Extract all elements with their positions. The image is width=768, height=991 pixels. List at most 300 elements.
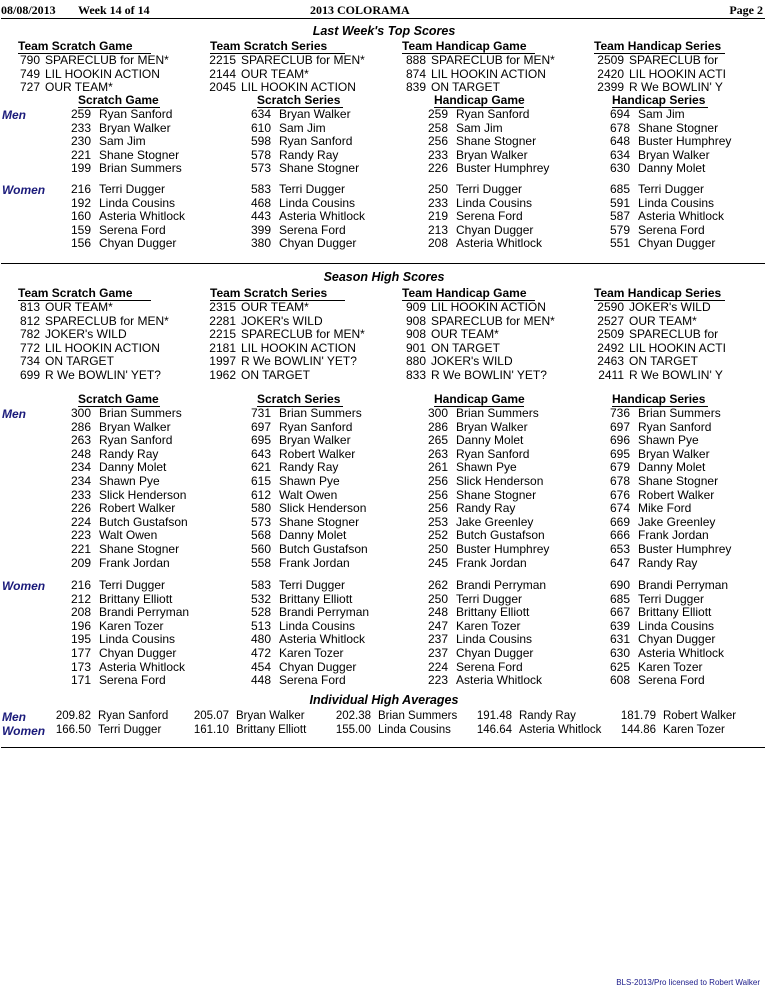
score: 216 [70, 578, 91, 592]
bowler-name: Linda Cousins [638, 618, 715, 633]
score: 2215 [209, 53, 236, 67]
score: 697 [250, 419, 271, 434]
score: 472 [250, 646, 271, 660]
last-week-men-row [241, 108, 351, 122]
score: 666 [609, 528, 630, 543]
bowler-name: Ryan Sanford [99, 433, 173, 448]
season-men-row [418, 421, 528, 435]
season-men-row [600, 543, 731, 557]
last-week-men-row [600, 149, 710, 163]
season-team-row [6, 315, 169, 329]
score: 568 [250, 528, 271, 543]
season-team-header-2: Team Scratch Series [210, 287, 345, 301]
score: 448 [250, 673, 271, 688]
team-name: JOKER's WILD [629, 300, 711, 314]
average-value: 205.07 [193, 710, 229, 722]
score: 250 [427, 542, 448, 556]
season-women-row [418, 593, 522, 607]
score: 212 [70, 591, 91, 606]
season-men-row [241, 516, 359, 530]
team-name: R We BOWLIN' YET? [241, 354, 357, 369]
season-men-row [418, 461, 517, 475]
score: 263 [427, 446, 448, 461]
season-women-row [61, 606, 189, 620]
score: 678 [609, 474, 630, 488]
last-week-men-row [418, 149, 528, 163]
bowler-name: Shane Stogner [279, 161, 360, 176]
bowler-name: Randy Ray [99, 446, 159, 461]
bowler-name: Shawn Pye [279, 474, 340, 488]
score: 690 [609, 578, 630, 592]
bowler-name: Danny Molet [456, 433, 524, 448]
score: 2590 [597, 300, 624, 314]
season-men-row [61, 475, 160, 489]
bowler-name: Shane Stogner [279, 514, 360, 529]
score: 513 [250, 618, 271, 633]
bowler-name: Shane Stogner [456, 134, 537, 149]
last-week-men-row [418, 162, 549, 176]
average-women-entry [616, 724, 725, 736]
last-week-individual-header-3: Handicap Game [434, 93, 525, 107]
bowler-name: Brian Summers [99, 161, 182, 176]
last-week-men-row [418, 135, 536, 149]
score: 2045 [209, 80, 236, 95]
average-value: 181.79 [620, 710, 656, 722]
season-women-label: Women [2, 579, 46, 593]
score: 731 [250, 406, 271, 420]
average-men-entry [331, 710, 457, 722]
last-week-team-header-2: Team Scratch Series [210, 40, 345, 54]
season-men-row [418, 489, 536, 503]
season-team-row [586, 355, 698, 369]
bowler-name: Shane Stogner [99, 147, 180, 162]
season-men-row [600, 434, 699, 448]
season-women-row [241, 606, 369, 620]
bowler-name: Terri Dugger [98, 724, 162, 736]
last-week-men-row [61, 135, 146, 149]
season-women-row [241, 674, 346, 688]
team-name: R We BOWLIN' YET? [45, 368, 161, 382]
average-value: 161.10 [193, 724, 229, 736]
page-number: Page 2 [729, 3, 763, 17]
season-women-row [600, 620, 714, 634]
last-week-men-row [61, 162, 182, 176]
bowler-name: Randy Ray [456, 501, 516, 516]
bowler-name: Shawn Pye [99, 474, 160, 488]
season-men-row [241, 489, 337, 503]
season-team-row [392, 342, 500, 356]
average-men-entry [51, 710, 168, 722]
bowler-name: Butch Gustafson [456, 528, 545, 543]
last-week-women-row [418, 210, 523, 224]
season-women-row [418, 674, 542, 688]
score: 1962 [209, 368, 236, 382]
team-name: ON TARGET [431, 340, 500, 355]
last-week-men-row [61, 122, 171, 136]
team-name: R We BOWLIN' Y [629, 80, 723, 95]
last-week-individual-header-4: Handicap Series [612, 94, 708, 108]
score: 233 [70, 487, 91, 502]
score: 909 [405, 300, 426, 314]
bowler-name: Brandi Perryman [456, 578, 547, 592]
season-team-row [198, 301, 309, 315]
season-women-row [241, 620, 355, 634]
season-men-row [600, 516, 715, 530]
last-week-team-header-1: Team Scratch Game [18, 40, 151, 54]
average-men-entry [472, 710, 576, 722]
score: 2181 [209, 340, 236, 355]
last-week-women-row [241, 197, 355, 211]
score: 1997 [209, 354, 236, 369]
last-week-men-row [241, 135, 352, 149]
last-week-women-row [418, 237, 542, 251]
bowler-name: Asteria Whitlock [456, 673, 543, 688]
score: 248 [427, 605, 448, 620]
bowler-name: Frank Jordan [279, 555, 350, 570]
score: 256 [427, 134, 448, 149]
team-name: LIL HOOKIN ACTION [241, 340, 356, 355]
season-team-row [6, 328, 127, 342]
season-men-row [600, 448, 710, 462]
bowler-name: Bryan Walker [456, 147, 528, 162]
season-team-row [392, 369, 547, 383]
score: 685 [609, 591, 630, 606]
bowler-name: Danny Molet [638, 161, 706, 176]
score: 265 [427, 433, 448, 448]
team-name: OUR TEAM* [45, 300, 113, 314]
team-name: SPARECLUB for MEN* [241, 327, 365, 342]
bowler-name: Serena Ford [279, 222, 346, 237]
bowler-name: Jake Greenley [456, 514, 534, 529]
season-women-row [600, 606, 711, 620]
season-women-row [61, 620, 163, 634]
season-men-row [600, 461, 705, 475]
score: 560 [250, 542, 271, 556]
average-value: 155.00 [335, 724, 371, 736]
season-team-header-1: Team Scratch Game [18, 287, 151, 301]
week-label: Week 14 of 14 [78, 3, 150, 17]
season-men-row [600, 557, 697, 571]
last-week-team-row [6, 68, 160, 82]
score: 573 [250, 161, 271, 176]
bowler-name: Serena Ford [456, 659, 523, 674]
season-men-row [418, 557, 527, 571]
last-week-team-row [392, 54, 555, 68]
bowler-name: Brian Summers [456, 406, 539, 420]
score: 610 [250, 120, 271, 135]
bowler-name: Shane Stogner [638, 120, 719, 135]
season-team-row [392, 301, 546, 315]
bowler-name: Sam Jim [279, 120, 326, 135]
bowler-name: Randy Ray [279, 460, 339, 475]
last-week-women-row [241, 224, 346, 238]
season-team-header-4: Team Handicap Series [594, 287, 725, 301]
score: 695 [250, 433, 271, 448]
last-week-women-row [61, 224, 166, 238]
score: 233 [427, 147, 448, 162]
team-name: SPARECLUB for MEN* [431, 313, 555, 328]
bowler-name: Terri Dugger [279, 182, 346, 196]
bowler-name: Serena Ford [279, 673, 346, 688]
score: 252 [427, 528, 448, 543]
last-week-men-row [600, 135, 731, 149]
bowler-name: Terri Dugger [638, 591, 705, 606]
last-week-women-row [600, 183, 704, 197]
season-team-row [392, 328, 499, 342]
season-men-row [61, 461, 166, 475]
team-name: ON TARGET [241, 368, 310, 382]
bowler-name: Slick Henderson [279, 501, 367, 516]
score: 233 [70, 120, 91, 135]
bowler-name: Serena Ford [456, 209, 523, 224]
averages-men-label: Men [2, 710, 26, 724]
season-individual-header-4: Handicap Series [612, 393, 708, 407]
score: 261 [427, 460, 448, 475]
score: 679 [609, 460, 630, 475]
last-week-women-row [241, 183, 345, 197]
score: 580 [250, 501, 271, 516]
season-women-row [241, 633, 365, 647]
score: 578 [250, 147, 271, 162]
bowler-name: Sam Jim [456, 120, 503, 135]
season-men-row [61, 529, 157, 543]
season-individual-header-3: Handicap Game [434, 392, 525, 406]
season-team-row [198, 328, 365, 342]
bowler-name: Ryan Sanford [98, 710, 169, 722]
season-men-row [241, 557, 350, 571]
score: 625 [609, 659, 630, 674]
score: 300 [427, 406, 448, 420]
last-week-team-row [586, 68, 726, 82]
score: 380 [250, 236, 271, 251]
bowler-name: Bryan Walker [638, 147, 710, 162]
bowler-name: Bryan Walker [638, 446, 710, 461]
bowler-name: Brittany Elliott [279, 591, 353, 606]
bowler-name: Brandi Perryman [638, 578, 729, 592]
team-name: LIL HOOKIN ACTI [629, 66, 726, 81]
bowler-name: Brittany Elliott [236, 724, 307, 736]
bowler-name: Serena Ford [638, 222, 705, 237]
score: 226 [70, 501, 91, 516]
team-name: SPARECLUB for MEN* [45, 53, 169, 67]
averages-women-label: Women [2, 724, 46, 738]
season-women-row [418, 579, 546, 593]
score: 558 [250, 555, 271, 570]
bowler-name: Chyan Dugger [456, 222, 534, 237]
bowler-name: Bryan Walker [279, 433, 351, 448]
average-value: 146.64 [476, 724, 512, 736]
bowler-name: Randy Ray [638, 555, 698, 570]
season-women-row [600, 593, 704, 607]
score: 160 [70, 209, 91, 224]
last-week-men-row [241, 149, 338, 163]
season-title: Season High Scores [323, 270, 445, 284]
season-men-row [418, 529, 545, 543]
score: 772 [19, 340, 40, 355]
season-men-row [600, 421, 711, 435]
bowler-name: Linda Cousins [456, 632, 533, 647]
average-women-entry [331, 724, 451, 736]
bowler-name: Bryan Walker [99, 419, 171, 434]
bowler-name: Ryan Sanford [279, 134, 353, 149]
last-week-team-row [198, 68, 309, 82]
team-name: R We BOWLIN' Y [629, 368, 723, 382]
bowler-name: Bryan Walker [279, 107, 351, 121]
score: 901 [405, 340, 426, 355]
bowler-name: Chyan Dugger [99, 646, 177, 660]
season-men-row [61, 516, 188, 530]
bowler-name: Terri Dugger [99, 578, 166, 592]
season-men-row [241, 461, 338, 475]
bowler-name: Asteria Whitlock [638, 209, 725, 224]
season-team-row [586, 342, 726, 356]
bowler-name: Ryan Sanford [279, 419, 353, 434]
average-men-entry [616, 710, 736, 722]
bowler-name: Butch Gustafson [99, 514, 188, 529]
team-name: JOKER's WILD [241, 313, 323, 328]
license-footer: BLS-2013/Pro licensed to Robert Walker [616, 978, 760, 987]
score: 2527 [597, 313, 624, 328]
score: 159 [70, 222, 91, 237]
score: 156 [70, 236, 91, 251]
score: 573 [250, 514, 271, 529]
score: 648 [609, 134, 630, 149]
score: 248 [70, 446, 91, 461]
last-week-men-row [600, 122, 718, 136]
score: 621 [250, 460, 271, 475]
average-value: 191.48 [476, 710, 512, 722]
season-women-row [418, 633, 532, 647]
season-men-label: Men [2, 407, 26, 421]
score: 528 [250, 605, 271, 620]
bowler-name: Brittany Elliott [99, 591, 173, 606]
bowler-name: Ryan Sanford [99, 107, 173, 121]
season-team-row [198, 355, 357, 369]
bowler-name: Linda Cousins [378, 724, 451, 736]
score: 259 [70, 107, 91, 121]
season-men-row [418, 475, 543, 489]
bowler-name: Randy Ray [519, 710, 576, 722]
last-week-team-header-3: Team Handicap Game [402, 40, 535, 54]
score: 736 [609, 406, 630, 420]
season-individual-header-1: Scratch Game [78, 392, 159, 406]
score: 208 [70, 605, 91, 620]
average-men-entry [189, 710, 305, 722]
score: 888 [405, 53, 426, 67]
bowler-name: Chyan Dugger [638, 632, 716, 647]
last-week-women-row [600, 210, 724, 224]
bowler-name: Brian Summers [638, 406, 721, 420]
team-name: LIL HOOKIN ACTION [45, 340, 160, 355]
last-week-team-row [392, 68, 546, 82]
score: 647 [609, 555, 630, 570]
last-week-men-row [61, 149, 179, 163]
score: 579 [609, 222, 630, 237]
score: 615 [250, 474, 271, 488]
season-men-row [241, 421, 352, 435]
bowler-name: Karen Tozer [456, 618, 521, 633]
bowler-name: Jake Greenley [638, 514, 716, 529]
last-week-team-row [198, 54, 365, 68]
score: 634 [250, 107, 271, 121]
season-men-row [418, 516, 533, 530]
score: 598 [250, 134, 271, 149]
season-team-row [586, 369, 723, 383]
team-name: LIL HOOKIN ACTION [431, 66, 546, 81]
bowler-name: Chyan Dugger [279, 236, 357, 251]
season-individual-header-2: Scratch Series [257, 393, 343, 407]
score: 676 [609, 487, 630, 502]
score: 631 [609, 632, 630, 647]
season-men-row [600, 407, 721, 421]
score: 224 [70, 514, 91, 529]
bowler-name: Chyan Dugger [279, 659, 357, 674]
bowler-name: Terri Dugger [279, 578, 346, 592]
score: 258 [427, 120, 448, 135]
season-team-row [586, 315, 697, 329]
score: 256 [427, 487, 448, 502]
score: 2420 [597, 66, 624, 81]
last-week-men-row [241, 122, 326, 136]
bowler-name: Brian Summers [279, 406, 362, 420]
season-men-row [600, 489, 714, 503]
season-team-row [198, 369, 310, 383]
bowler-name: Mike Ford [638, 501, 692, 516]
last-week-men-row [241, 162, 359, 176]
season-men-row [418, 407, 539, 421]
score: 234 [70, 474, 91, 488]
last-week-women-row [61, 237, 176, 251]
bowler-name: Brandi Perryman [279, 605, 370, 620]
season-team-row [392, 315, 555, 329]
bowler-name: Shawn Pye [638, 433, 699, 448]
last-week-women-row [241, 210, 365, 224]
bowler-name: Slick Henderson [99, 487, 187, 502]
report-title: 2013 COLORAMA [310, 3, 410, 17]
score: 685 [609, 182, 630, 196]
score: 639 [609, 618, 630, 633]
score: 833 [405, 368, 426, 382]
score: 192 [70, 195, 91, 210]
score: 583 [250, 578, 271, 592]
bowler-name: Brittany Elliott [456, 605, 530, 620]
score: 2492 [597, 340, 624, 355]
team-name: SPARECLUB for MEN* [431, 53, 555, 67]
bowler-name: Ryan Sanford [456, 107, 530, 121]
team-name: LIL HOOKIN ACTION [241, 80, 356, 95]
last-week-team-header-4: Team Handicap Series [594, 40, 725, 54]
bowler-name: Chyan Dugger [638, 236, 716, 251]
score: 454 [250, 659, 271, 674]
season-women-row [418, 606, 529, 620]
score: 2315 [209, 300, 236, 314]
season-men-row [61, 543, 179, 557]
score: 221 [70, 542, 91, 556]
season-team-row [6, 301, 113, 315]
score: 443 [250, 209, 271, 224]
season-men-row [61, 557, 170, 571]
bowler-name: Brian Summers [378, 710, 458, 722]
last-week-women-row [418, 183, 522, 197]
score: 300 [70, 406, 91, 420]
bowler-name: Asteria Whitlock [638, 646, 725, 660]
header-rule [1, 18, 765, 19]
bowler-name: Bryan Walker [456, 419, 528, 434]
bowler-name: Linda Cousins [279, 618, 356, 633]
bowler-name: Karen Tozer [279, 646, 344, 660]
team-name: LIL HOOKIN ACTI [629, 340, 726, 355]
bowler-name: Asteria Whitlock [99, 209, 186, 224]
